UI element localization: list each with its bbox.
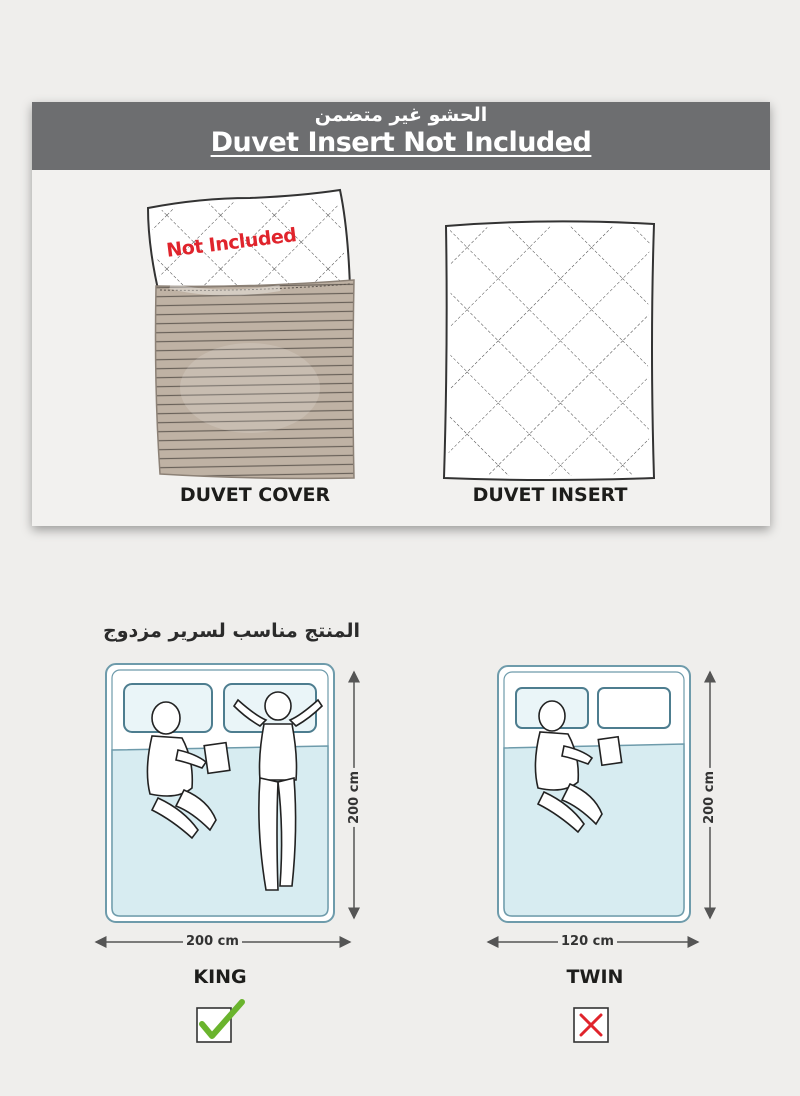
banner-title-english: Duvet Insert Not Included xyxy=(210,127,592,158)
banner xyxy=(32,102,770,170)
duvet-insert-label: DUVET INSERT xyxy=(472,484,628,506)
check-icon xyxy=(194,998,248,1046)
duvet-cover-label: DUVET COVER xyxy=(179,484,331,506)
twin-size-name: TWIN xyxy=(566,966,624,988)
cross-icon xyxy=(570,1006,614,1046)
twin-bed-illustration xyxy=(482,660,722,950)
king-size-name: KING xyxy=(193,966,247,988)
king-width-label: 200 cm xyxy=(183,934,242,949)
king-length-label: 200 cm xyxy=(347,768,362,827)
twin-width-label: 120 cm xyxy=(558,934,617,949)
king-bed-illustration xyxy=(88,660,378,950)
suitability-title: المنتج مناسب لسرير مزدوج xyxy=(103,620,360,642)
banner-title-arabic: الحشو غير متضمن xyxy=(314,104,488,126)
twin-length-label: 200 cm xyxy=(702,768,717,827)
duvet-insert-icon xyxy=(436,216,664,486)
not-included-badge: Not Included xyxy=(165,224,298,262)
